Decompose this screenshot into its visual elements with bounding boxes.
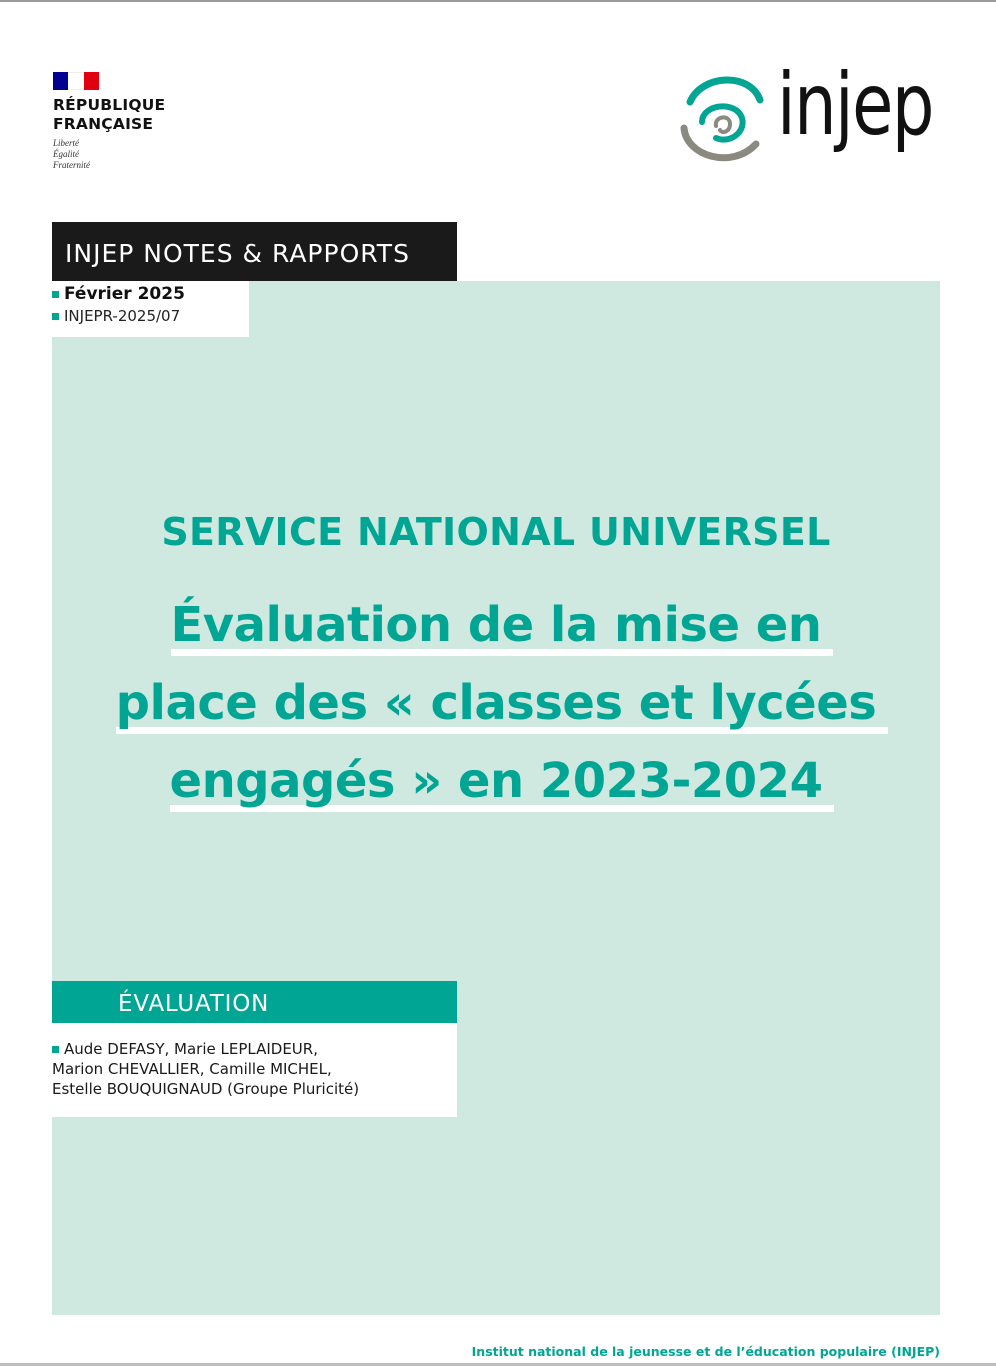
title-line-3: engagés » en 2023-2024 (170, 746, 823, 816)
section-band (52, 981, 457, 1023)
bullet-icon (52, 313, 59, 320)
meta-box (52, 281, 249, 337)
report-reference (52, 307, 180, 325)
publication-date-text: Février 2025 (64, 284, 185, 304)
injep-wordmark: injep (777, 55, 933, 155)
footer-institution: Institut national de la jeunesse et de l’éducation populaire (INJEP) (471, 1344, 940, 1359)
authors-box (52, 1023, 457, 1117)
motto-liberte: Liberté (53, 138, 79, 148)
section-label: ÉVALUATION (118, 991, 270, 1017)
republique-title-line1: RÉPUBLIQUE (53, 96, 166, 114)
injep-logo (680, 55, 945, 175)
injep-swirl-icon (680, 72, 766, 168)
republique-francaise-logo (53, 72, 183, 171)
cover-kicker: SERVICE NATIONAL UNIVERSEL (161, 510, 831, 554)
bullet-icon (52, 291, 59, 298)
republique-title-line2: FRANÇAISE (53, 115, 154, 133)
marianne-flag-icon (53, 72, 99, 90)
author-line-3: Estelle BOUQUIGNAUD (Groupe Pluricité) (52, 1080, 360, 1098)
republique-motto (53, 138, 183, 171)
top-border (0, 0, 996, 2)
author-line-1 (52, 1040, 318, 1058)
bullet-icon (52, 1046, 59, 1053)
cover-title (52, 590, 940, 824)
publication-date (52, 284, 185, 304)
motto-fraternite: Fraternité (53, 160, 90, 170)
author-line-2: Marion CHEVALLIER, Camille MICHEL, (52, 1060, 332, 1078)
title-line-1: Évaluation de la mise en (171, 590, 822, 660)
author-line-1-text: Aude DEFASY, Marie LEPLAIDEUR, (64, 1040, 318, 1058)
series-banner (52, 222, 457, 281)
motto-egalite: Égalité (53, 149, 79, 159)
title-line-2: place des « classes et lycées (116, 668, 877, 738)
series-label: INJEP NOTES & RAPPORTS (65, 239, 410, 268)
report-reference-text: INJEPR-2025/07 (64, 307, 181, 325)
